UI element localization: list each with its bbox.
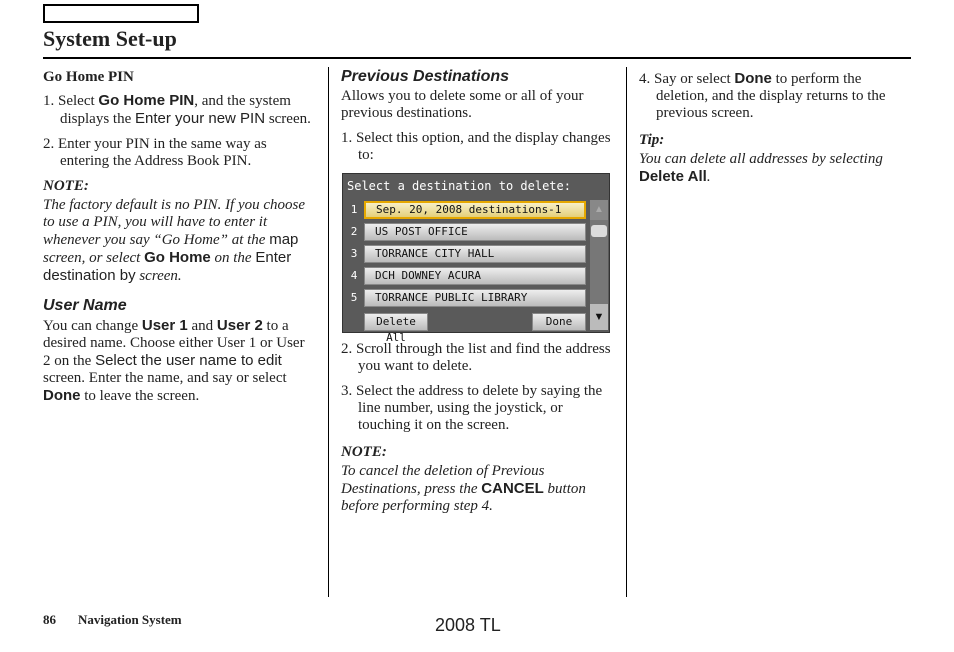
- prev-step-3: 3. Select the address to delete by saying the line number, using the joystick, or touching it on the screen.: [341, 383, 603, 433]
- destination-button[interactable]: US POST OFFICE: [364, 223, 586, 241]
- row-number: 4: [350, 269, 358, 282]
- intro-text: Allows you to delete some or all of your previous destinations.: [341, 88, 584, 121]
- keyword: CANCEL: [481, 480, 544, 497]
- row-number: 5: [350, 291, 358, 304]
- model-label: 2008 TL: [435, 615, 501, 635]
- screen-name: map: [269, 231, 299, 248]
- scroll-down-icon[interactable]: ▼: [590, 304, 608, 330]
- tip-label: Tip:: [639, 132, 665, 148]
- text: screen. Enter the name, and say or select: [43, 370, 287, 386]
- title-rule: [43, 57, 911, 59]
- footer-title: Navigation System: [78, 612, 182, 627]
- text: button before performing step 4.: [341, 481, 586, 514]
- text: You can delete all addresses by selecting: [639, 151, 883, 167]
- scroll-up-icon[interactable]: ▲: [590, 200, 608, 220]
- row-number: 3: [350, 247, 358, 260]
- column-2-lower: [341, 341, 617, 523]
- text: screen, or select: [43, 250, 145, 266]
- keyword: Done: [734, 70, 772, 87]
- destination-row[interactable]: [347, 288, 587, 308]
- column-2: [341, 68, 617, 172]
- prev-step-2: 2. Scroll through the list and find the address you want to delete.: [341, 341, 611, 374]
- destination-button[interactable]: DCH DOWNEY ACURA: [364, 267, 586, 285]
- scroll-thumb[interactable]: [591, 225, 607, 237]
- destination-row[interactable]: [347, 266, 587, 286]
- text: screen.: [135, 268, 182, 284]
- keyword: Go Home PIN: [98, 92, 195, 109]
- keyword: Delete All: [639, 168, 707, 185]
- user-name-heading: User Name: [43, 297, 127, 314]
- list-scrollbar[interactable]: [590, 200, 608, 330]
- keyword: User 1: [141, 317, 188, 334]
- delete-all-button[interactable]: Delete All: [364, 313, 428, 331]
- page-number: 86: [43, 612, 56, 627]
- done-button[interactable]: Done: [532, 313, 586, 331]
- go-home-step-1: [43, 92, 315, 128]
- destination-button[interactable]: TORRANCE PUBLIC LIBRARY: [364, 289, 586, 307]
- prev-step-4: [639, 70, 899, 122]
- prev-step-1: 1. Select this option, and the display changes to:: [341, 130, 611, 163]
- destination-button-selected[interactable]: Sep. 20, 2008 destinations-1: [364, 201, 586, 219]
- text: screen.: [265, 111, 311, 127]
- destination-button[interactable]: TORRANCE CITY HALL: [364, 245, 586, 263]
- note-text: [43, 197, 315, 285]
- delete-destination-screen: [342, 173, 610, 344]
- screen-name: Select the user name to edit: [95, 352, 282, 369]
- text: to a desired name. Choose either User 1 or User 2 on the: [43, 318, 305, 369]
- text: and: [187, 318, 217, 334]
- column-1: [43, 69, 315, 413]
- keyword: User 2: [216, 317, 263, 334]
- note-label: NOTE:: [43, 178, 89, 194]
- page-title: System Set-up: [43, 26, 177, 51]
- text: to leave the screen.: [80, 388, 200, 404]
- keyword: Done: [43, 387, 81, 404]
- column-divider-1: [328, 67, 329, 597]
- column-divider-2: [626, 67, 627, 597]
- text: To cancel the deletion of Previous Destinations, press the: [341, 463, 545, 497]
- note-text: [341, 463, 617, 515]
- tip-text: [639, 151, 899, 186]
- go-home-step-2: 2. Enter your PIN in the same way as entering the Address Book PIN.: [43, 136, 267, 169]
- text: , and the system displays the: [60, 93, 291, 127]
- destination-row[interactable]: [347, 244, 587, 264]
- text: 4. Say or select: [639, 71, 735, 87]
- header-tab-box: [43, 4, 199, 23]
- column-3: [639, 70, 899, 194]
- go-home-pin-heading: Go Home PIN: [43, 69, 134, 85]
- row-number: 2: [350, 225, 358, 238]
- text: .: [706, 169, 711, 185]
- note-label: NOTE:: [341, 444, 387, 460]
- previous-destinations-heading: Previous Destinations: [341, 68, 510, 85]
- screen-name: Enter your new PIN: [135, 110, 266, 127]
- user-name-text: [43, 317, 315, 405]
- destination-row[interactable]: [347, 200, 587, 220]
- screen-title: Select a destination to delete:: [347, 179, 571, 193]
- text: You can change: [43, 318, 142, 334]
- text: to perform the deletion, and the display returns to the previous screen.: [656, 71, 886, 121]
- text: 1. Select: [43, 93, 99, 109]
- row-number: 1: [350, 203, 358, 216]
- keyword: Go Home: [144, 249, 211, 266]
- destination-row[interactable]: [347, 222, 587, 242]
- text: The factory default is no PIN. If you choose to use a PIN, you will have to enter it whenever you say “Go Home” at the: [43, 197, 306, 248]
- text: on the: [210, 250, 256, 266]
- screen-name: Enter destination by: [43, 249, 292, 284]
